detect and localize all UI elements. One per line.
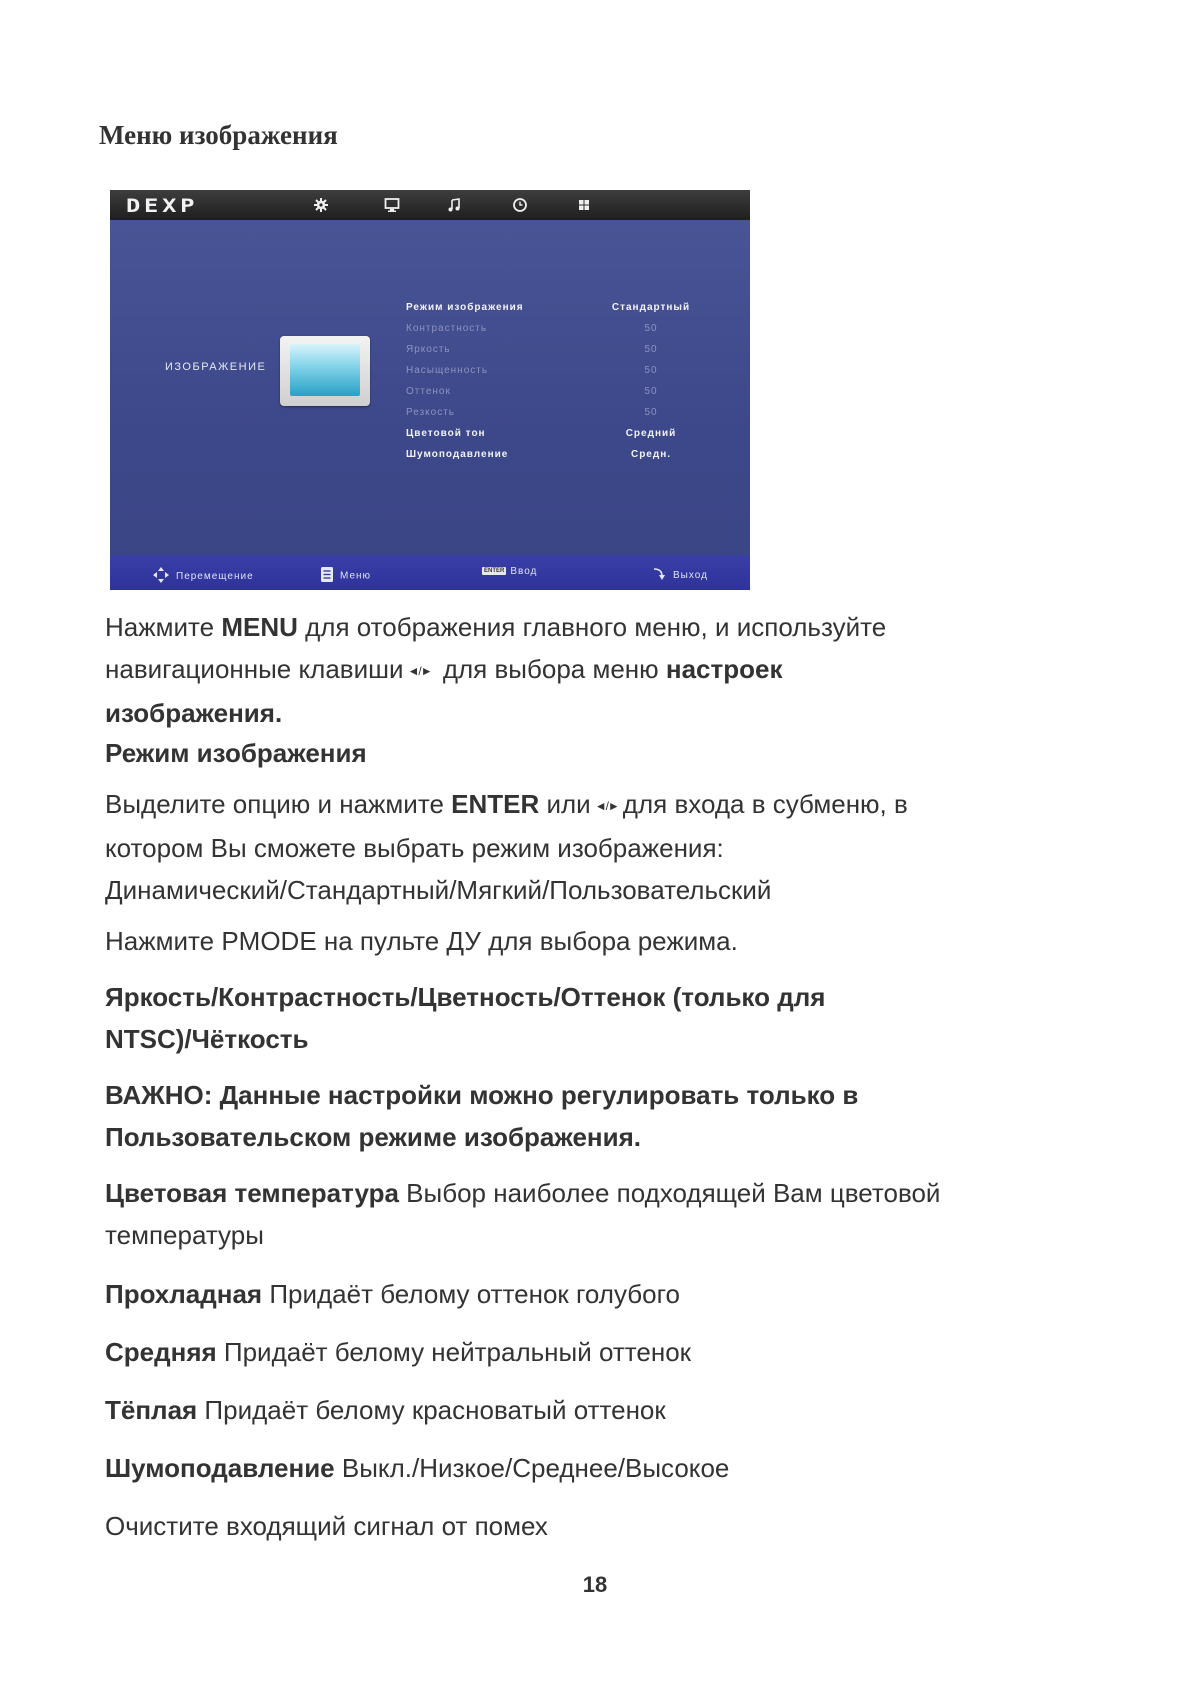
menu-hint: Меню — [320, 566, 371, 586]
exit-icon — [651, 566, 667, 585]
paragraph-color-temperature: Цветовая температура Выбор наиболее подходящей Вам цветовой температуры — [105, 1178, 941, 1250]
item-cool: Прохладная Придаёт белому оттенок голубого — [105, 1279, 680, 1309]
item-medium: Средняя Придаёт белому нейтральный оттенок — [105, 1337, 692, 1367]
enter-key-icon: ENTER — [484, 568, 505, 575]
important-note: ВАЖНО: Данные настройки можно регулировать только в Пользовательском режиме изображения. — [105, 1080, 859, 1152]
monitor-icon — [383, 196, 401, 214]
dexp-logo: DEXP — [126, 195, 199, 217]
clock-icon — [511, 196, 529, 214]
paragraph-picture-mode: Выделите опцию и нажмите ENTER или ◄/► для входа в субменю, в котором Вы сможете выбрать режим изображения: Динамический/Стандартный/Мягкий/Пользовательский — [105, 783, 908, 911]
heading-brightness: Яркость/Контрастность/Цветность/Оттенок (только для NTSC)/Чёткость — [105, 982, 826, 1054]
tv-section-label: ИЗОБРАЖЕНИЕ — [165, 361, 267, 373]
grid-icon — [575, 196, 593, 214]
paragraph-clean-signal: Очистите входящий сигнал от помех — [105, 1511, 548, 1541]
gear-icon — [312, 196, 330, 214]
menu-icon — [320, 566, 334, 586]
music-note-icon — [445, 196, 463, 214]
page-number: 18 — [582, 1572, 608, 1597]
paragraph-pmode: Нажмите PMODE на пульте ДУ для выбора режима. — [105, 926, 738, 956]
page-heading: Меню изображения — [99, 120, 338, 150]
tv-menu-screenshot: DEXP ИЗОБРАЖЕНИЕ Режим изображения Стандартный Контрастность 50 Яркость 50 Насыщенность 50 Оттенок 50 Резкость 50 Цветовой тон Средний Шумоподавление Средн. Перемещение Меню ENTER Ввод Выход — [110, 190, 750, 590]
tv-top-bar — [110, 190, 750, 220]
dpad-icon — [152, 566, 170, 587]
heading-picture-mode: Режим изображения — [105, 738, 367, 768]
item-noise-reduction: Шумоподавление Выкл./Низкое/Среднее/Высокое — [105, 1453, 730, 1483]
item-warm: Тёплая Придаёт белому красноватый оттенок — [105, 1395, 666, 1425]
enter-hint: ENTER Ввод — [484, 566, 538, 577]
left-right-arrows-icon: ◄/► — [407, 664, 432, 679]
paragraph-menu-intro: Нажмите MENU для отображения главного меню, и используйте навигационные клавиши ◄/► для выбора меню настроек изображения. — [105, 612, 887, 729]
move-hint: Перемещение — [152, 566, 254, 587]
picture-monitor-icon — [280, 336, 370, 406]
exit-hint: Выход — [651, 566, 708, 585]
tv-hint-bar — [110, 555, 750, 590]
left-right-arrows-icon: ◄/► — [594, 799, 619, 814]
